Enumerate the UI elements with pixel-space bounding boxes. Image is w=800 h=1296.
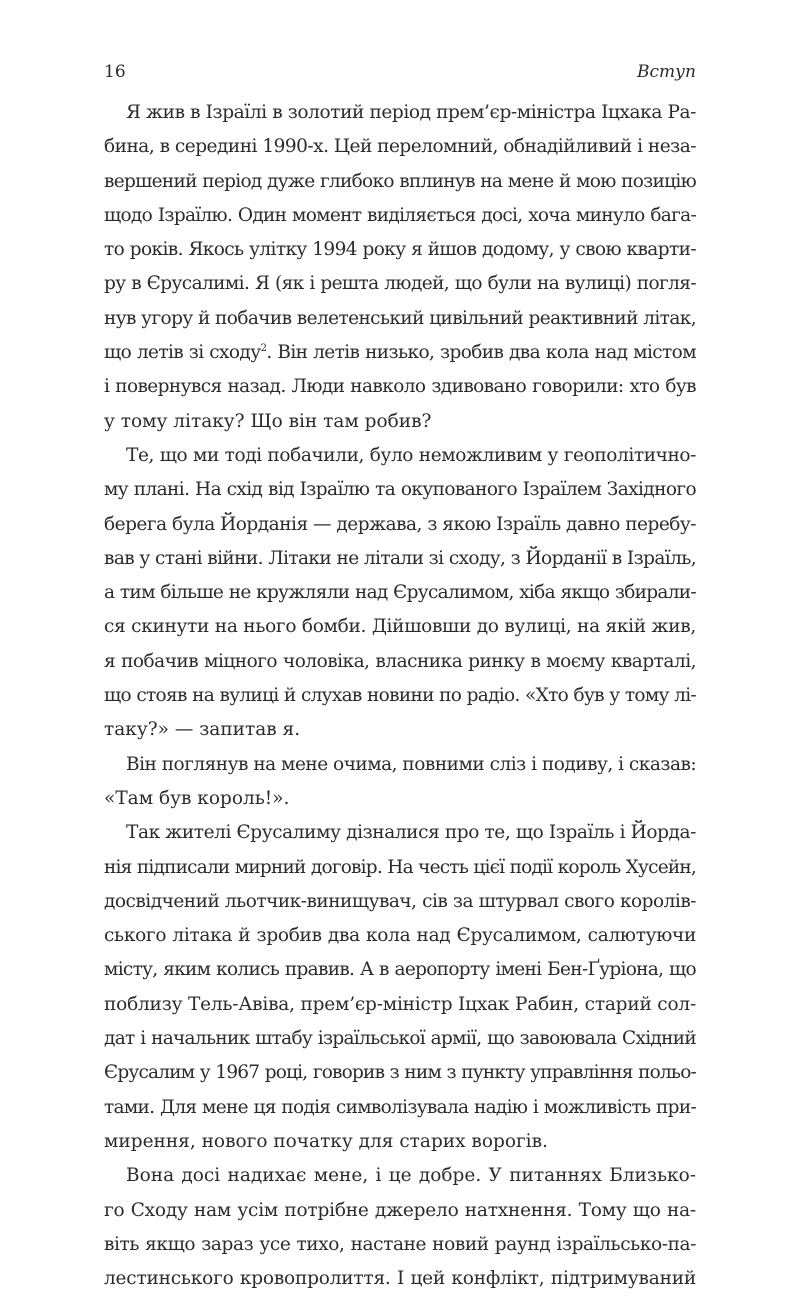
text-line: [104, 302, 696, 336]
text-line-content: ся скинути на нього бомби. Дійшовши до вулиці, на якій жив,: [104, 616, 696, 638]
text-line-content: досвідчений льотчик-винищувач, сів за штурвал свого королів-: [104, 890, 696, 912]
text-line-content: вершений період дуже глибоко вплинув на мене й мою позицію: [104, 170, 696, 192]
text-line-content: а тим більше не кружляли над Єрусалимом, хіба якщо збирали-: [104, 582, 696, 604]
text-line-content: Те, що ми тоді побачили, було неможливим у геополітично-: [126, 444, 696, 466]
text-line-content: бина, в середині 1990-х. Цей переломний, обнадійливий і неза-: [104, 136, 697, 158]
text-line: [104, 1125, 696, 1159]
text-line-content: вав у стані війни. Літаки не літали зі сходу, з Йорданії в Ізраїль,: [104, 547, 696, 569]
text-line-content: щодо Ізраїлю. Один момент виділяється досі, хоча минуло бага-: [104, 204, 696, 226]
text-line-content: берега була Йорданія — держава, з якою Ізраїль давно перебу-: [104, 513, 697, 535]
text-line: [104, 267, 696, 301]
text-line-content: у тому літаку? Що він там робив?: [104, 410, 432, 432]
text-line: [104, 1022, 696, 1056]
text-line: [104, 782, 696, 816]
text-line: [104, 816, 696, 850]
text-line: [104, 953, 696, 987]
text-line: [104, 96, 696, 130]
text-line-content: нія підписали мирний договір. На честь цієї події король Хусейн,: [104, 856, 696, 878]
text-line-content: віть якщо зараз усе тихо, настане новий раунд ізраїльсько-па-: [104, 1233, 696, 1255]
text-line-content: ру в Єрусалимі. Я (як і решта людей, що були на вулиці) погля-: [104, 273, 696, 295]
text-line: [104, 473, 696, 507]
text-line: [104, 679, 696, 713]
text-line-content: і повернувся назад. Люди навколо здивовано говорили: хто був: [104, 376, 696, 398]
text-line-content: му плані. На схід від Ізраїлю та окупованого Ізраїлем Західного: [104, 479, 696, 501]
text-line: [104, 748, 696, 782]
text-line-content: тами. Для мене ця подія символізувала надію і можливість при-: [104, 1096, 696, 1118]
text-line: [104, 130, 696, 164]
text-line-content: Я жив в Ізраїлі в золотий період прем’єр-міністра Іцхака Ра-: [126, 102, 696, 123]
text-line-content: я побачив міцного чоловіка, власника ринку в моєму кварталі,: [104, 650, 696, 672]
text-line: [104, 542, 696, 576]
text-line-content: Вона досі надихає мене, і це добре. У питаннях Близько-: [126, 1165, 696, 1187]
text-line-continuation: . Він летів низько, зробив два кола над містом: [266, 342, 697, 364]
text-line: [104, 576, 696, 610]
text-line-content: що летів зі сходу: [104, 342, 261, 364]
text-line-content: дат і начальник штабу ізраїльської армії, що завоювала Східний: [104, 1028, 696, 1050]
text-line: [104, 851, 696, 885]
text-line-content: Так жителі Єрусалиму дізналися про те, що Ізраїль і Йорда-: [126, 822, 696, 844]
text-line: [104, 988, 696, 1022]
text-line: [104, 919, 696, 953]
text-line-content: Єрусалим у 1967 році, говорив з ним з пункту управління польо-: [104, 1062, 696, 1084]
text-line-content: Він поглянув на мене очима, повними сліз і подиву, і сказав:: [126, 753, 697, 775]
text-line: [104, 1194, 696, 1228]
text-line-content: то років. Якось улітку 1994 року я йшов додому, у свою кварти-: [104, 239, 696, 261]
text-line: [104, 713, 696, 747]
text-line-content: таку?» — запитав я.: [104, 719, 301, 741]
body-text: [104, 96, 696, 1296]
text-line-content: лестинського кровопролиття. І цей конфлікт, підтримуваний: [104, 1268, 696, 1290]
text-line: [104, 165, 696, 199]
text-line: [104, 405, 696, 439]
text-line: [104, 233, 696, 267]
text-line: [104, 645, 696, 679]
running-head: [104, 62, 696, 88]
text-line: [104, 1056, 696, 1090]
text-line-content: мирення, нового початку для старих ворогів.: [104, 1130, 548, 1152]
text-line: [104, 336, 696, 370]
text-line: [104, 1228, 696, 1262]
text-line: [104, 885, 696, 919]
text-line: [104, 508, 696, 542]
page-number: 16: [104, 62, 126, 82]
text-line: [104, 610, 696, 644]
text-line: [104, 370, 696, 404]
text-line: [104, 1262, 696, 1296]
text-line: [104, 199, 696, 233]
footnote-marker: 2: [260, 342, 267, 354]
text-line-content: «Там був король!».: [104, 787, 290, 809]
text-line-content: поблизу Тель-Авіва, прем’єр-міністр Іцхак Рабин, старий сол-: [104, 993, 696, 1015]
section-title: Вступ: [637, 62, 696, 82]
text-line-content: нув угору й побачив велетенський цивільний реактивний літак,: [104, 307, 696, 329]
text-line: [104, 439, 696, 473]
text-line: [104, 1091, 696, 1125]
text-line-content: го Сходу нам усім потрібне джерело натхнення. Тому що на-: [104, 1199, 696, 1221]
text-line-content: що стояв на вулиці й слухав новини по радіо. «Хто був у тому лі-: [104, 685, 696, 707]
text-line-content: ського літака й зробив два кола над Єрусалимом, салютуючи: [104, 925, 696, 947]
text-line: [104, 1159, 696, 1193]
text-line-content: місту, яким колись правив. А в аеропорту імені Бен-Ґуріона, що: [104, 959, 696, 981]
